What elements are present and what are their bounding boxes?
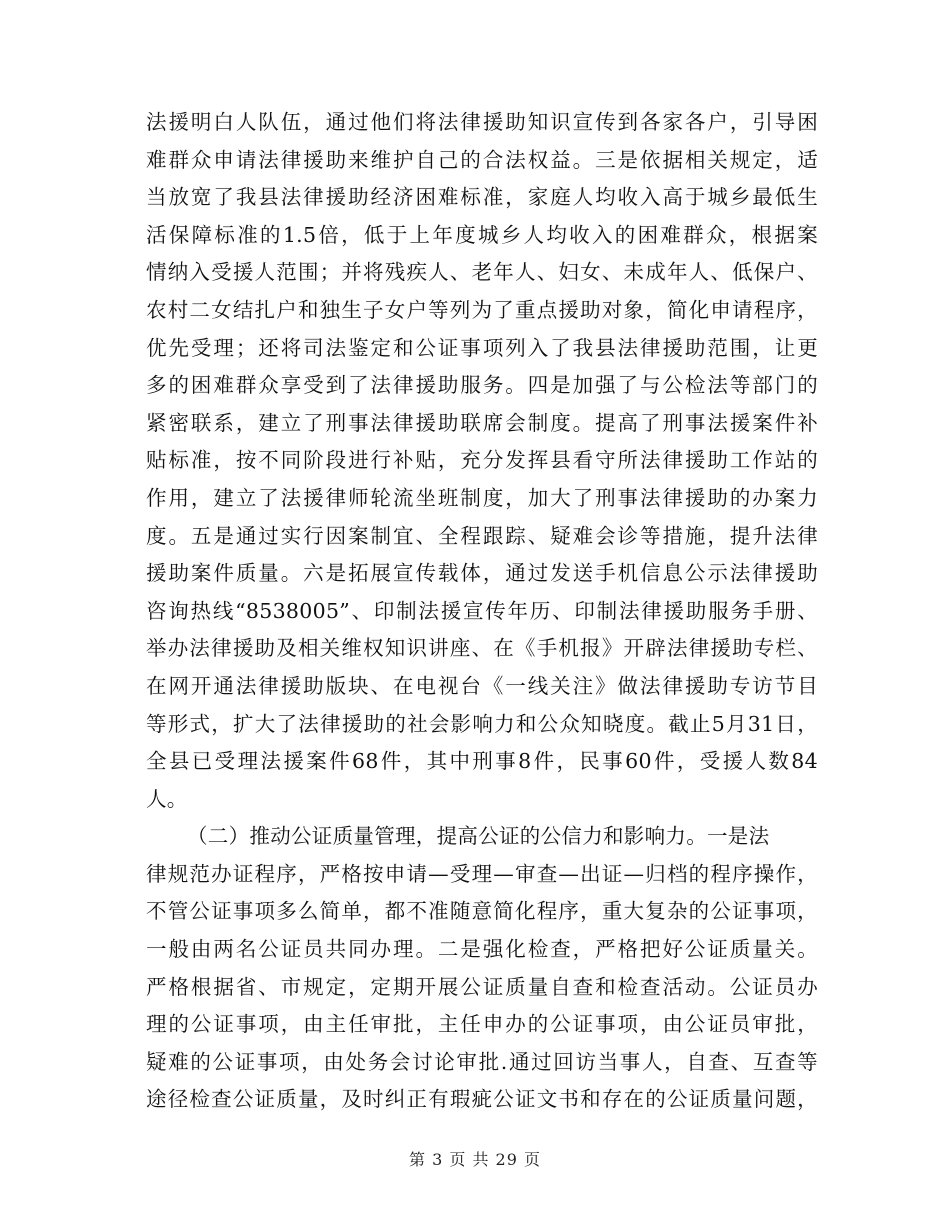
text-line: 难群众申请法律援助来维护自己的合法权益。三是依据相关规定，适 xyxy=(146,147,818,172)
text-line: 严格根据省、市规定，定期开展公证质量自查和检查活动。公证员办 xyxy=(146,974,818,999)
body-text xyxy=(146,104,818,1119)
text-line: 活保障标准的1.5倍，低于上年度城乡人均收入的困难群众，根据案 xyxy=(146,222,818,247)
text-line: 咨询热线“8538005”、印制法援宣传年历、印制法律援助服务手册、 xyxy=(146,598,818,623)
text-line: 全县已受理法援案件68件，其中刑事8件，民事60件，受援人数84 xyxy=(146,749,818,774)
text-line: 优先受理；还将司法鉴定和公证事项列入了我县法律援助范围，让更 xyxy=(146,335,818,360)
text-line: 人。 xyxy=(146,786,188,811)
text-line: 在网开通法律援助版块、在电视台《一线关注》做法律援助专访节目 xyxy=(146,673,818,698)
text-line: 理的公证事项，由主任审批，主任申办的公证事项，由公证员审批， xyxy=(146,1012,818,1037)
text-line: 多的困难群众享受到了法律援助服务。四是加强了与公检法等部门的 xyxy=(146,373,818,398)
text-line: 情纳入受援人范围；并将残疾人、老年人、妇女、未成年人、低保户、 xyxy=(146,260,818,285)
text-line: 农村二女结扎户和独生子女户等列为了重点援助对象，简化申请程序， xyxy=(146,297,818,322)
text-line: 当放宽了我县法律援助经济困难标准，家庭人均收入高于城乡最低生 xyxy=(146,185,818,210)
text-line: 贴标准，按不同阶段进行补贴，充分发挥县看守所法律援助工作站的 xyxy=(146,448,818,473)
text-line: 一般由两名公证员共同办理。二是强化检查，严格把好公证质量关。 xyxy=(146,937,818,962)
text-line: 疑难的公证事项，由处务会讨论审批.通过回访当事人，自查、互查等 xyxy=(146,1049,818,1074)
text-line: 不管公证事项多么简单，都不准随意简化程序，重大复杂的公证事项， xyxy=(146,899,818,924)
text-line: 度。五是通过实行因案制宜、全程跟踪、疑难会诊等措施，提升法律 xyxy=(146,523,818,548)
text-line: 作用，建立了法援律师轮流坐班制度，加大了刑事法律援助的办案力 xyxy=(146,485,818,510)
text-line: 援助案件质量。六是拓展宣传载体，通过发送手机信息公示法律援助 xyxy=(146,561,818,586)
paragraph xyxy=(146,818,818,1119)
text-line: 律规范办证程序，严格按申请—受理—审查—出证—归档的程序操作， xyxy=(146,861,818,886)
page-footer: 第 3 页 共 29 页 xyxy=(409,1150,541,1169)
text-line: 途径检查公证质量，及时纠正有瑕疵公证文书和存在的公证质量问题， xyxy=(146,1087,818,1112)
text-line: 法援明白人队伍，通过他们将法律援助知识宣传到各家各户，引导困 xyxy=(146,110,818,134)
paragraph xyxy=(146,104,818,818)
text-line: （二）推动公证质量管理，提高公证的公信力和影响力。一是法 xyxy=(187,824,770,849)
text-line: 举办法律援助及相关维权知识讲座、在《手机报》开辟法律援助专栏、 xyxy=(146,636,818,661)
text-line: 紧密联系，建立了刑事法律援助联席会制度。提高了刑事法援案件补 xyxy=(146,410,818,435)
text-line: 等形式，扩大了法律援助的社会影响力和公众知晓度。截止5月31日， xyxy=(146,711,818,736)
